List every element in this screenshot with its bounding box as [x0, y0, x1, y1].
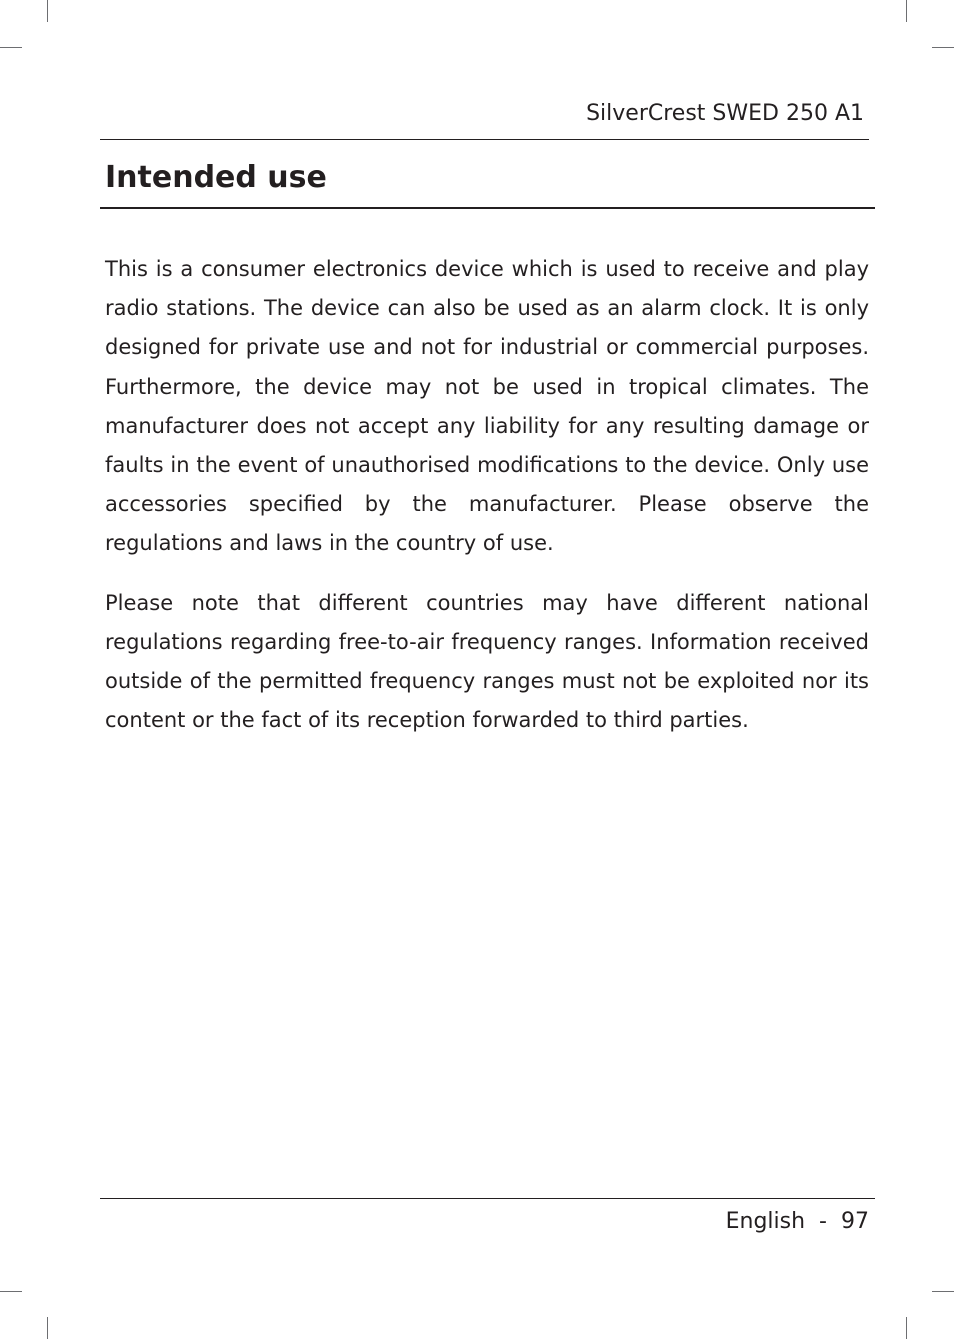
running-header: SilverCrest SWED 250 A1 [586, 101, 864, 126]
body-text [105, 250, 869, 760]
footer-separator: - [819, 1209, 827, 1234]
crop-mark-bottom-left-vertical [47, 1317, 48, 1339]
paragraph-frequency-regulations: Please note that different countries may have different national regulations regarding free-to-air frequency ranges. Information received outside of the permitted frequency ranges must not be exploited nor its content or the fact of its reception forwarded to third parties. [105, 590, 869, 733]
crop-mark-top-left-horizontal [0, 47, 22, 48]
footer-rule [100, 1198, 875, 1199]
title-rule [100, 207, 875, 209]
crop-mark-top-left-vertical [47, 0, 48, 22]
page-footer [726, 1207, 869, 1237]
section-title: Intended use [105, 160, 327, 195]
crop-mark-top-right-vertical [906, 0, 907, 22]
crop-mark-bottom-right-vertical [906, 1317, 907, 1339]
header-rule [100, 139, 869, 140]
crop-mark-bottom-right-horizontal [932, 1291, 954, 1292]
page-number: 97 [841, 1209, 869, 1234]
crop-mark-bottom-left-horizontal [0, 1291, 22, 1292]
crop-mark-top-right-horizontal [932, 47, 954, 48]
footer-language: English [725, 1209, 806, 1234]
paragraph-intended-use: This is a consumer electronics device which is used to receive and play radio stations. The device can also be used as an alarm clock. It is only designed for private use and not for industrial or commercial purposes. Furthermore, the device may not be used in tropical climates. The manufacturer does not accept any liability for any resulting damage or faults in the event of unauthorised modifications to the device. Only use accessories specified by the manufacturer. Please observe the regulations and laws in the country of use. [105, 257, 869, 556]
